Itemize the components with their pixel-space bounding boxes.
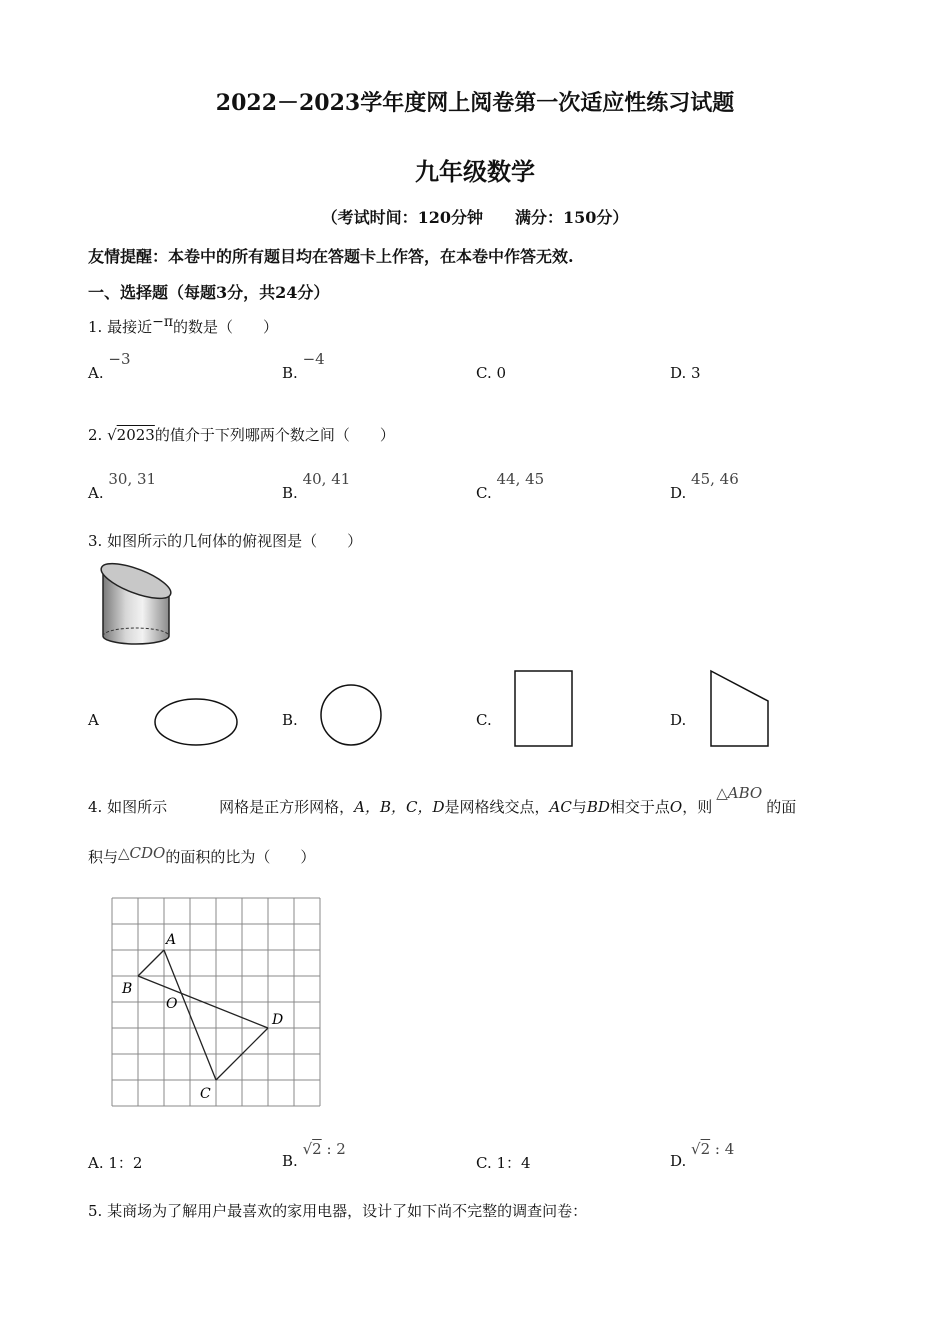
- grid-lines: [112, 898, 320, 1106]
- q4-text: 是网格线交点，: [444, 798, 550, 816]
- q2-option-a[interactable]: [88, 470, 157, 502]
- question-1-suffix: 的数是（ ）: [173, 318, 279, 336]
- label-a: A: [166, 932, 177, 948]
- option-label: A.: [88, 364, 104, 382]
- option-label: D.: [670, 484, 687, 502]
- circle-shape[interactable]: [316, 682, 386, 750]
- subject-title: 九年级数学: [415, 157, 535, 186]
- label-c: C: [200, 1086, 211, 1102]
- option-value: 3: [691, 364, 701, 382]
- q4-points: A，B，C，D: [354, 798, 445, 816]
- q4-text: 的面: [766, 798, 797, 816]
- q4-text: 相交于点: [609, 798, 670, 816]
- label-o: O: [166, 996, 178, 1012]
- q3-option-c-label[interactable]: C.: [476, 711, 492, 729]
- option-value: √2 : 2: [302, 1140, 346, 1158]
- question-2: [88, 424, 395, 445]
- label-b: B: [122, 981, 133, 997]
- option-label: B.: [282, 364, 298, 382]
- q4-text: 与: [571, 798, 587, 816]
- reminder: 友情提醒：本卷中的所有题目均在答题卡上作答，在本卷中作答无效.: [88, 247, 574, 266]
- q4-triangle-cdo: △CDO: [118, 844, 166, 862]
- triangles: [138, 950, 268, 1080]
- q4-option-c[interactable]: [476, 1152, 531, 1173]
- q4-bd: BD: [586, 798, 610, 816]
- q3-option-a-label[interactable]: A: [88, 711, 99, 729]
- option-value: 30, 31: [108, 470, 157, 488]
- option-value: 45, 46: [691, 470, 739, 488]
- q4-triangle-abo: △ABO: [716, 784, 763, 802]
- exam-title: 2022－2023学年度网上阅卷第一次适应性练习试题: [215, 90, 735, 116]
- q4-option-a[interactable]: [88, 1152, 142, 1173]
- q4-text: 的面积的比为（ ）: [165, 848, 316, 866]
- q3-option-d-label[interactable]: D.: [670, 711, 687, 729]
- question-5: 5. 某商场为了解用户最喜欢的家用电器，设计了如下尚不完整的调查问卷：: [88, 1202, 588, 1220]
- grid-figure: [104, 890, 330, 1114]
- q4-option-b[interactable]: [282, 1140, 346, 1170]
- exam-info: （考试时间：120分钟 满分：150分）: [321, 208, 629, 227]
- option-label: A.: [88, 484, 104, 502]
- question-2-suffix: 的值介于下列哪两个数之间（ ）: [154, 426, 395, 444]
- q4-o: O: [669, 798, 683, 816]
- option-label: C.: [476, 484, 492, 502]
- q2-option-c[interactable]: [476, 470, 545, 502]
- option-value: −4: [302, 350, 325, 368]
- label-d: D: [272, 1012, 284, 1028]
- option-value: −3: [108, 350, 131, 368]
- cylinder-figure: [96, 558, 176, 652]
- question-4-line-2: [88, 846, 315, 867]
- question-2-prefix: 2.: [88, 426, 103, 444]
- ratio: : 4: [710, 1140, 735, 1158]
- option-value: 1：4: [496, 1154, 531, 1172]
- q3-option-b-label[interactable]: B.: [282, 711, 298, 729]
- question-4-line-1: [88, 784, 868, 817]
- option-value: 44, 45: [496, 470, 545, 488]
- q4-ac: AC: [549, 798, 572, 816]
- q1-option-c[interactable]: [476, 364, 506, 382]
- rectangle-shape[interactable]: [512, 668, 576, 750]
- q4-text: 积与: [88, 848, 119, 866]
- q1-option-a[interactable]: [88, 350, 131, 382]
- option-value: 1：2: [108, 1154, 143, 1172]
- question-1: [88, 316, 278, 337]
- q4-option-d[interactable]: [670, 1140, 735, 1170]
- option-label: D.: [670, 1152, 687, 1170]
- ellipse-shape[interactable]: [152, 696, 240, 750]
- option-value: 40, 41: [302, 470, 351, 488]
- option-label: B.: [282, 1152, 298, 1170]
- option-label: D.: [670, 364, 687, 382]
- question-1-math: −π: [152, 314, 174, 330]
- option-label: C.: [476, 1154, 492, 1172]
- q2-option-d[interactable]: [670, 470, 739, 502]
- trapezoid-shape[interactable]: [706, 668, 772, 750]
- q1-option-d[interactable]: [670, 364, 701, 382]
- section-title: 一、选择题（每题3分，共24分）: [88, 283, 330, 302]
- radicand: 2: [312, 1140, 322, 1158]
- q4-text: ，则: [682, 798, 713, 816]
- q2-option-b[interactable]: [282, 470, 351, 502]
- sqrt-expression: √2023: [107, 426, 155, 444]
- question-1-prefix: 1. 最接近: [88, 318, 153, 336]
- q4-text: 网格是正方形网格，: [219, 798, 355, 816]
- q4-prefix: 4. 如图所示: [88, 798, 168, 816]
- radicand: 2: [700, 1140, 711, 1158]
- question-3: 3. 如图所示的几何体的俯视图是（ ）: [88, 532, 363, 550]
- q1-option-b[interactable]: [282, 350, 325, 382]
- option-label: C.: [476, 364, 492, 382]
- ratio: : 2: [321, 1140, 346, 1158]
- option-value: √2 : 4: [691, 1140, 735, 1158]
- option-label: A.: [88, 1154, 104, 1172]
- option-label: B.: [282, 484, 298, 502]
- option-value: 0: [496, 364, 507, 382]
- radicand: 2023: [116, 426, 155, 444]
